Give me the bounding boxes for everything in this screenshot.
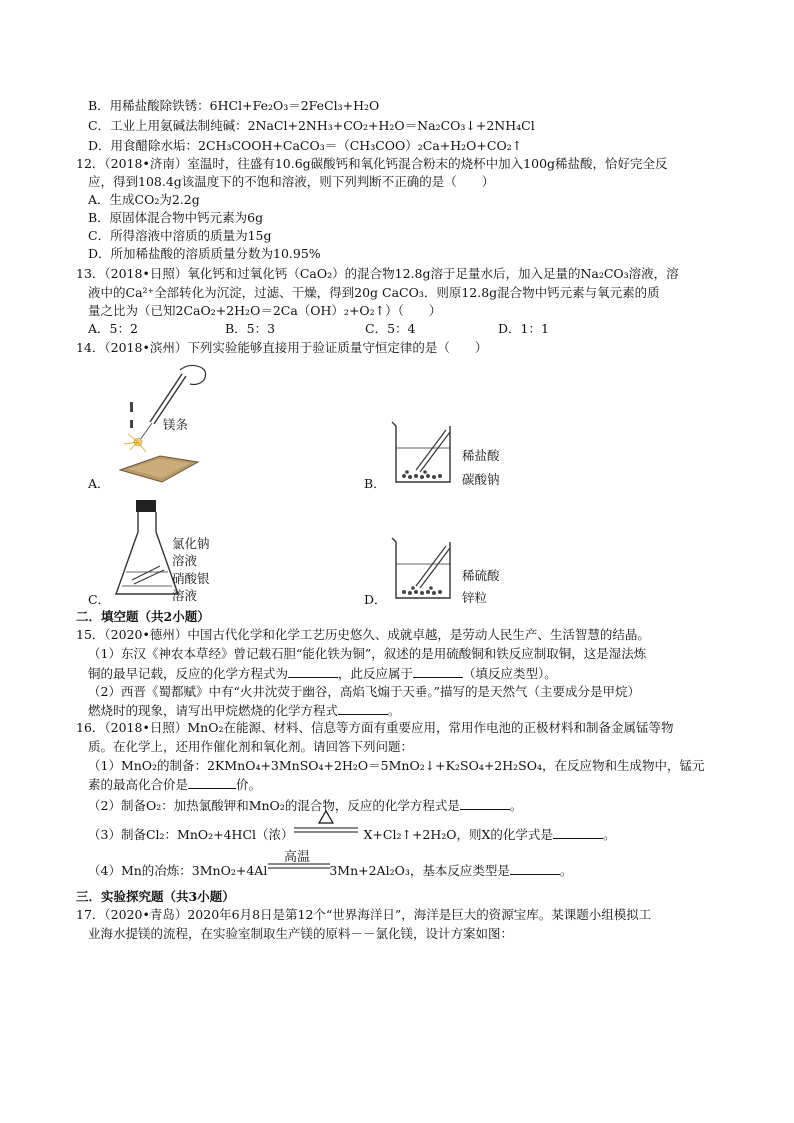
q15-part1-line2: 铜的最早记载，反应的化学方程式为 ，此反应属于 （填反应类型）。 [88,666,557,681]
q16-part3: （3）制备Cl₂：MnO₂+4HCl（浓） X+Cl₂↑+2H₂O，则X的化学式是 。 [88,827,616,842]
q12-option-d: D．所加稀盐酸的溶质质量分数为10.95% [88,246,321,261]
q14-option-d: D． [364,592,387,607]
q14-c-label-4: 溶液 [172,588,198,603]
q11-option-b: B．用稀盐酸除铁锈：6HCl+Fe₂O₃＝2FeCl₃+H₂O [88,98,380,113]
q14-stem: 14．（2018•滨州）下列实验能够直接用于验证质量守恒定律的是（ ） [76,340,488,355]
section-experiment-title: 三．实验探究题（共3小题） [76,889,235,904]
q11-option-d: D．用食醋除水垢：2CH₃COOH+CaCO₃＝（CH₃COO）₂Ca+H₂O+CO₂↑ [88,138,523,153]
q13-option-b: B．5：3 [225,321,276,336]
q13-option-a: A．5：2 [88,321,138,336]
q16-part4: （4）Mn的冶炼：3MnO₂+4Al 3Mn+2Al₂O₃，基本反应类型是 。 [88,863,573,878]
q16-part2: （2）制备O₂：加热氯酸钾和MnO₂的混合物，反应的化学方程式是 。 [88,798,523,813]
q12-stem-1: 12．（2018•济南）室温时，往盛有10.6g碳酸钙和氧化钙混合粉末的烧杯中加入100g稀盐酸，恰好完全反 [76,156,668,171]
answer-blank[interactable] [510,862,560,875]
section-fill-in-title: 二．填空题（共2小题） [76,609,210,624]
q15-stem: 15．（2020•德州）中国古代化学和化学工艺历史悠久、成就卓越，是劳动人民生产、生活智慧的结晶。 [76,627,650,642]
q14-c-label-2: 溶液 [172,553,198,568]
q14-d-label-acid: 稀硫酸 [462,568,500,583]
q13-option-c: C．5：4 [365,321,416,336]
beaker-hcl-figure [388,418,458,488]
q11-option-c: C．工业上用氨碱法制纯碱：2NaCl+2NH₃+CO₂+H₂O＝Na₂CO₃↓+2NH₄Cl [88,118,535,133]
q13-option-d: D．1：1 [498,321,549,336]
q12-stem-2: 应，得到108.4g该温度下的不饱和溶液，则下列判断不正确的是（ ） [88,174,495,189]
q14-option-b: B． [364,476,386,491]
answer-blank[interactable] [288,665,338,678]
q14-option-a: A． [88,476,110,491]
q16-stem-2: 质。在化学上，还用作催化剂和氧化剂。请回答下列问题： [88,739,414,754]
q15-part1-line1: （1）东汉《神农本草经》曾记载石胆“能化铁为铜”，叙述的是用硫酸铜和铁反应制取铜，这是湿法炼 [88,646,647,661]
q14-c-label-1: 氯化钠 [172,536,210,551]
answer-blank[interactable] [338,702,388,715]
q13-stem-1: 13．（2018•日照）氧化钙和过氧化钙（CaO₂）的混合物12.8g溶于足量水后，加入足量的Na₂CO₃溶液，溶 [76,266,679,281]
q15-part2-line1: （2）西晋《蜀都赋》中有“火井沈荧于幽谷，高焰飞煽于天垂。”描写的是天然气（主要成分是甲烷） [88,684,640,699]
q12-option-a: A．生成CO₂为2.2g [88,192,200,207]
q13-stem-2: 液中的Ca²⁺全部转化为沉淀，过滤、干燥，得到20g CaCO₃．则原12.8g混合物中钙元素与氧元素的质 [88,285,660,300]
q12-option-b: B．原固体混合物中钙元素为6g [88,210,264,225]
q14-c-label-3: 硝酸银 [172,571,210,586]
q14-a-label: 镁条 [163,417,189,432]
high-temperature-lines [268,862,332,870]
q14-option-c: C． [88,592,111,607]
q14-b-label-acid: 稀盐酸 [462,448,500,463]
q13-stem-3: 量之比为（已知2CaO₂+2H₂O＝2Ca（OH）₂+O₂↑）（ ） [88,303,442,318]
answer-blank[interactable] [188,776,236,789]
answer-blank[interactable] [553,826,603,839]
q12-option-c: C．所得溶液中溶质的质量为15g [88,228,272,243]
heating-condition-symbol [292,808,360,836]
beaker-h2so4-figure [388,534,458,604]
high-temperature-condition: 高温 [284,850,311,865]
answer-blank[interactable] [413,665,463,678]
q16-part1-line1: （1）MnO₂的制备：2KMnO₄+3MnSO₄+2H₂O＝5MnO₂↓+K₂SO₄+2H₂SO₄，在反应物和生成物中，锰元 [88,758,705,773]
q17-stem-1: 17．（2020•青岛）2020年6月8日是第12个“世界海洋日”，海洋是巨大的资源宝库。某课题小组模拟工 [76,907,652,922]
answer-blank[interactable] [460,797,510,810]
q14-d-label-solid: 锌粒 [462,590,488,605]
q15-part2-line2: 燃烧时的现象，请写出甲烷燃烧的化学方程式 。 [88,703,401,718]
q16-part1-line2: 素的最高化合价是 价。 [88,777,262,792]
q17-stem-2: 业海水提镁的流程，在实验室制取生产镁的原料－－氯化镁，设计方案如图： [88,926,514,941]
q16-stem-1: 16．（2018•日照）MnO₂在能源、材料、信息等方面有重要应用，常用作电池的正极材料和制备金属锰等物 [76,720,674,735]
q14-b-label-solid: 碳酸钠 [462,472,500,487]
